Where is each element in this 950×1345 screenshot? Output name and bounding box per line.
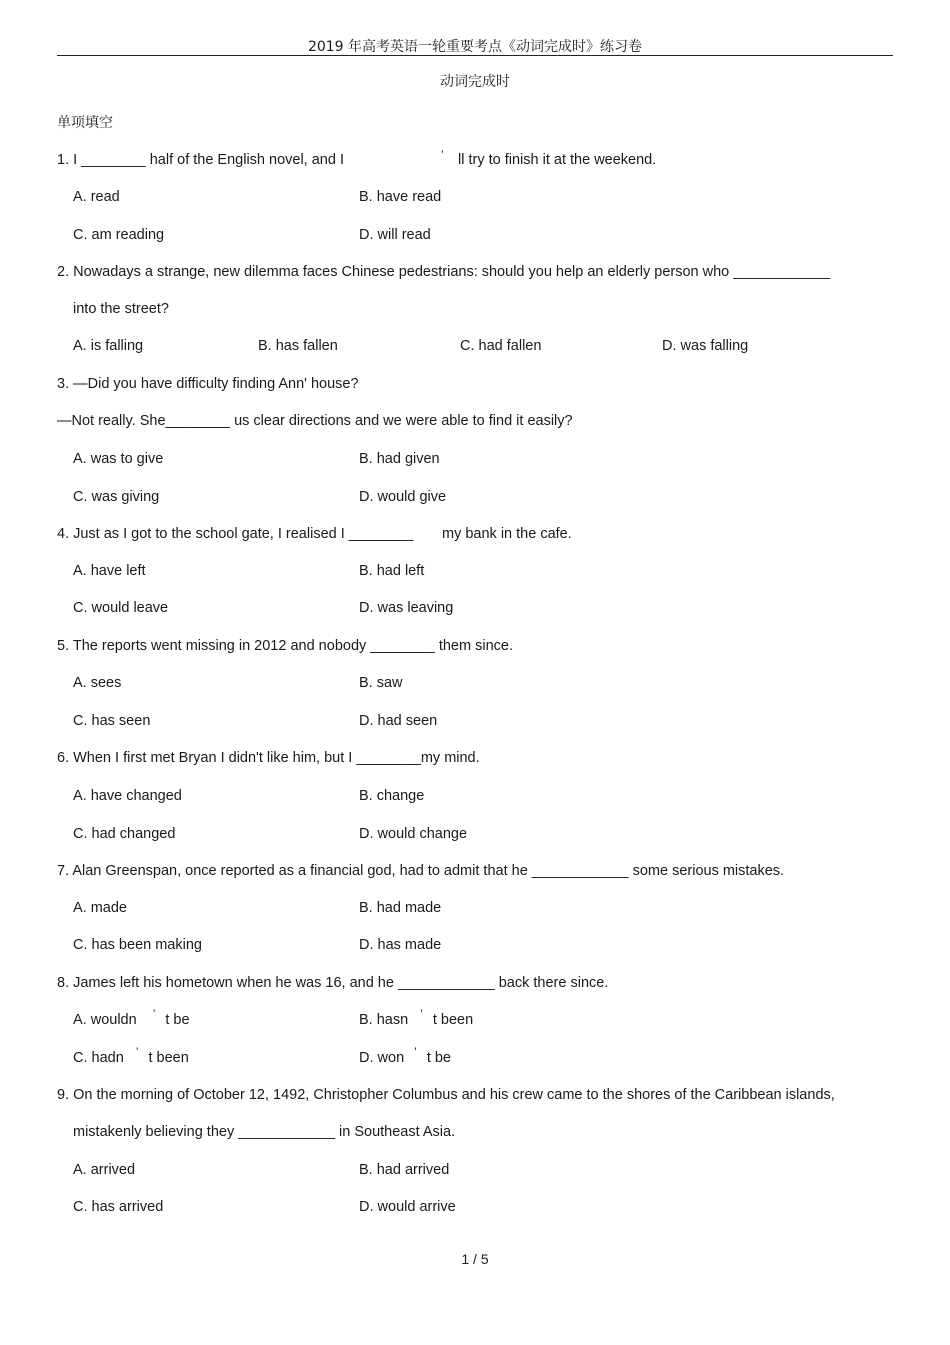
header-divider (57, 55, 893, 56)
page-header: 2019 年高考英语一轮重要考点《动词完成时》练习卷 (307, 39, 643, 55)
question-3-option-b[interactable]: B. had given (359, 451, 440, 467)
page-number: 1 / 5 (461, 1251, 489, 1267)
question-6-option-a[interactable]: A. have changed (73, 788, 182, 804)
question-1-option-d[interactable]: D. will read (359, 227, 431, 243)
question-9-option-b[interactable]: B. had arrived (359, 1162, 450, 1178)
question-8-option-b-part1: B. hasn (359, 1012, 409, 1028)
question-3-option-a[interactable]: A. was to give (73, 451, 164, 467)
question-8-option-c-part1: C. hadn (73, 1050, 124, 1066)
question-8-option-d-part2: t be (426, 1050, 451, 1066)
question-2-option-b[interactable]: B. has fallen (258, 338, 338, 354)
question-3-option-c[interactable]: C. was giving (73, 489, 160, 505)
question-7-option-d[interactable]: D. has made (359, 937, 442, 953)
question-9-stem: 9. On the morning of October 12, 1492, Christopher Columbus and his crew came to the shores of the Caribbean islands, (57, 1087, 835, 1103)
question-8-stem: 8. James left his hometown when he was 16, and he ____________ back there since. (57, 975, 609, 991)
question-4-stem-b: my bank in the cafe. (442, 526, 572, 542)
question-2-stem-continued: into the street? (73, 301, 169, 317)
question-8-option-a[interactable] (73, 1007, 190, 1028)
question-3-stem-continued: —Not really. She________ us clear directions and we were able to find it easily? (57, 413, 573, 429)
question-7-stem: 7. Alan Greenspan, once reported as a financial god, had to admit that he ____________ some serious mistakes. (57, 863, 785, 879)
question-8-option-d-part1: D. won (359, 1050, 405, 1066)
question-8-option-b-apostrophe: ’ (420, 1007, 423, 1021)
question-5-option-a[interactable]: A. sees (73, 675, 122, 691)
question-6-option-d[interactable]: D. would change (359, 826, 468, 842)
question-4-option-b[interactable]: B. had left (359, 563, 425, 579)
question-2-stem: 2. Nowadays a strange, new dilemma faces Chinese pedestrians: should you help an elderly person who ____________ (57, 264, 831, 280)
section-title: 单项填空 (57, 115, 113, 131)
question-8-option-b[interactable] (359, 1007, 474, 1028)
document-title: 动词完成时 (440, 74, 510, 90)
question-8-option-a-apostrophe: ’ (152, 1007, 156, 1021)
question-9-option-d[interactable]: D. would arrive (359, 1199, 456, 1215)
question-8-option-c-part2: t been (148, 1050, 189, 1066)
question-8-option-b-part2: t been (432, 1012, 474, 1028)
question-7-option-a[interactable]: A. made (73, 900, 127, 916)
question-2-option-d[interactable]: D. was falling (662, 338, 749, 354)
question-1-apostrophe: ’ (441, 148, 444, 162)
question-1-stem-b: ll try to finish it at the weekend. (458, 152, 657, 168)
question-4-option-d[interactable]: D. was leaving (359, 600, 454, 616)
question-1-option-c[interactable]: C. am reading (73, 227, 165, 243)
question-8-option-d-apostrophe: ’ (414, 1045, 417, 1059)
question-1-option-a[interactable]: A. read (73, 189, 120, 205)
question-9-option-c[interactable]: C. has arrived (73, 1199, 164, 1215)
question-9-stem-continued: mistakenly believing they ____________ in Southeast Asia. (73, 1124, 456, 1140)
question-6-option-c[interactable]: C. had changed (73, 826, 176, 842)
question-7-option-b[interactable]: B. had made (359, 900, 442, 916)
question-6-option-b[interactable]: B. change (359, 788, 425, 804)
question-8-option-a-part2: t be (165, 1012, 190, 1028)
question-3-option-d[interactable]: D. would give (359, 489, 447, 505)
question-2-option-c[interactable]: C. had fallen (460, 338, 542, 354)
question-3-stem: 3. —Did you have difficulty finding Ann' house? (57, 376, 359, 392)
question-7-option-c[interactable]: C. has been making (73, 937, 202, 953)
question-4-option-a[interactable]: A. have left (73, 563, 146, 579)
question-1-option-b[interactable]: B. have read (359, 189, 442, 205)
question-5-stem: 5. The reports went missing in 2012 and nobody ________ them since. (57, 638, 513, 654)
question-5-option-d[interactable]: D. had seen (359, 713, 438, 729)
question-8-option-d[interactable] (359, 1045, 451, 1066)
question-4-option-c[interactable]: C. would leave (73, 600, 169, 616)
question-8-option-c[interactable] (73, 1045, 189, 1066)
question-5-option-b[interactable]: B. saw (359, 675, 403, 691)
question-2-option-a[interactable]: A. is falling (73, 338, 144, 354)
question-5-option-c[interactable]: C. has seen (73, 713, 151, 729)
question-8-option-c-apostrophe: ’ (135, 1045, 139, 1059)
question-8-option-a-part1: A. wouldn (73, 1012, 137, 1028)
question-6-stem: 6. When I first met Bryan I didn't like him, but I ________my mind. (57, 750, 480, 766)
question-9-option-a[interactable]: A. arrived (73, 1162, 136, 1178)
question-1-stem-a: 1. I ________ half of the English novel, and I (57, 152, 344, 168)
question-4-stem: 4. Just as I got to the school gate, I realised I ________ (57, 526, 414, 542)
